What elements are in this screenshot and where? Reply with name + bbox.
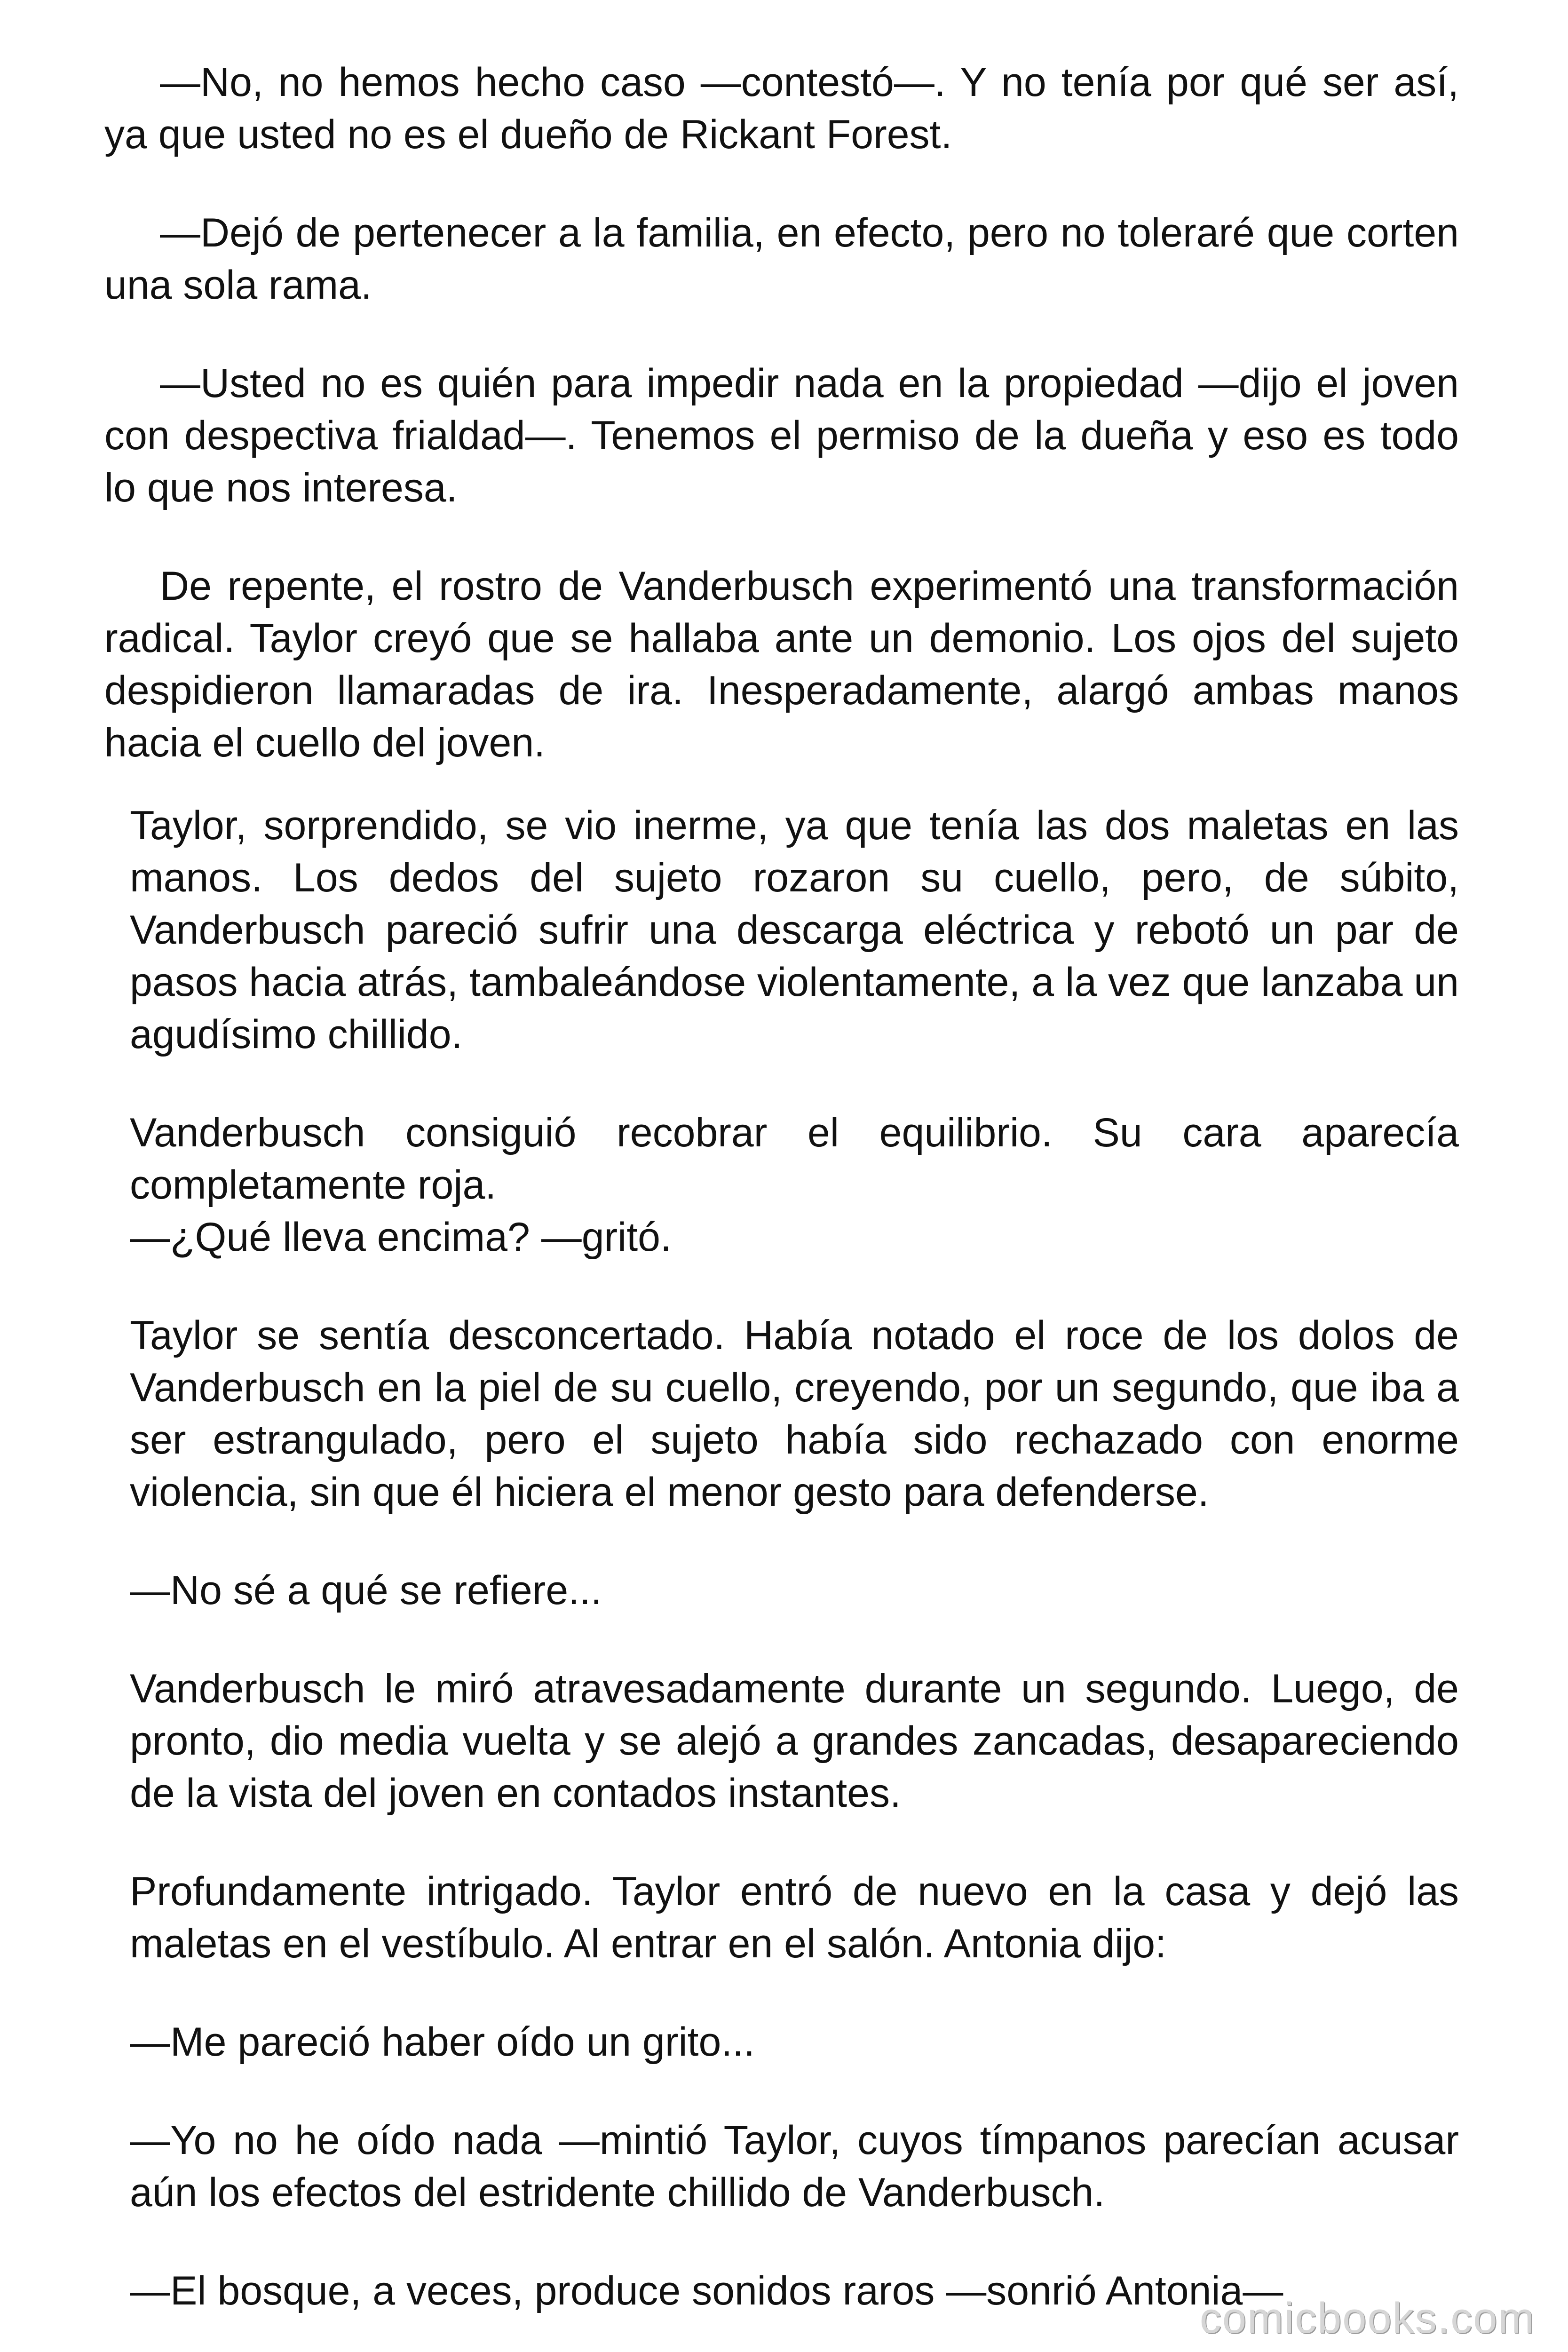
paragraph-with-break: [130, 1107, 1459, 1263]
paragraph: —Yo no he oído nada —mintió Taylor, cuyos tímpanos parecían acusar aún los efectos del estridente chillido de Vanderbusch.: [130, 2118, 1459, 2215]
paragraph: Vanderbusch le miró atravesadamente durante un segundo. Luego, de pronto, dio media vuelta y se alejó a grandes zancadas, desapareciendo de la vista del joven en contados instantes.: [130, 1666, 1459, 1816]
text-block-bottom: [130, 800, 1459, 2352]
paragraph-line: Vanderbusch consiguió recobrar el equilibrio. Su cara aparecía completamente roja.: [130, 1110, 1459, 1208]
paragraph: Taylor, sorprendido, se vio inerme, ya que tenía las dos maletas en las manos. Los dedos del sujeto rozaron su cuello, pero, de súbito, Vanderbusch pareció sufrir una descarga eléctrica y rebotó un par de pasos hacia atrás, tambaleándose violentamente, a la vez que lanzaba un agudísimo chillido.: [130, 803, 1459, 1057]
paragraph: Profundamente intrigado. Taylor entró de nuevo en la casa y dejó las maletas en el vestíbulo. Al entrar en el salón. Antonia dijo:: [130, 1869, 1459, 1966]
paragraph: —Usted no es quién para impedir nada en la propiedad —dijo el joven con despectiva frialdad—. Tenemos el permiso de la dueña y eso es todo lo que nos interesa.: [104, 361, 1459, 510]
watermark: comicbooks.com: [1199, 2294, 1535, 2342]
paragraph: —Me pareció haber oído un grito...: [130, 2019, 755, 2065]
paragraph: —El bosque, a veces, produce sonidos raros —sonrió Antonia—: [130, 2268, 1283, 2313]
paragraph: —Dejó de pertenecer a la familia, en efecto, pero no toleraré que corten una sola rama.: [104, 210, 1459, 308]
text-block-top: [104, 56, 1459, 815]
paragraph: Taylor se sentía desconcertado. Había notado el roce de los dolos de Vanderbusch en la piel de su cuello, creyendo, por un segundo, que iba a ser estrangulado, pero el sujeto había sido rechazado con enorme violencia, sin que él hiciera el menor gesto para defenderse.: [130, 1313, 1459, 1515]
paragraph: De repente, el rostro de Vanderbusch experimentó una transformación radical. Taylor creyó que se hallaba ante un demonio. Los ojos del sujeto despidieron llamaradas de ira. Inesperadamente, alargó ambas manos hacia el cuello del joven.: [104, 564, 1459, 765]
paragraph-line: —¿Qué lleva encima? —gritó.: [130, 1215, 672, 1260]
paragraph: —No, no hemos hecho caso —contestó—. Y no tenía por qué ser así, ya que usted no es el dueño de Rickant Forest.: [104, 60, 1459, 157]
paragraph: —No sé a qué se refiere...: [130, 1568, 602, 1613]
